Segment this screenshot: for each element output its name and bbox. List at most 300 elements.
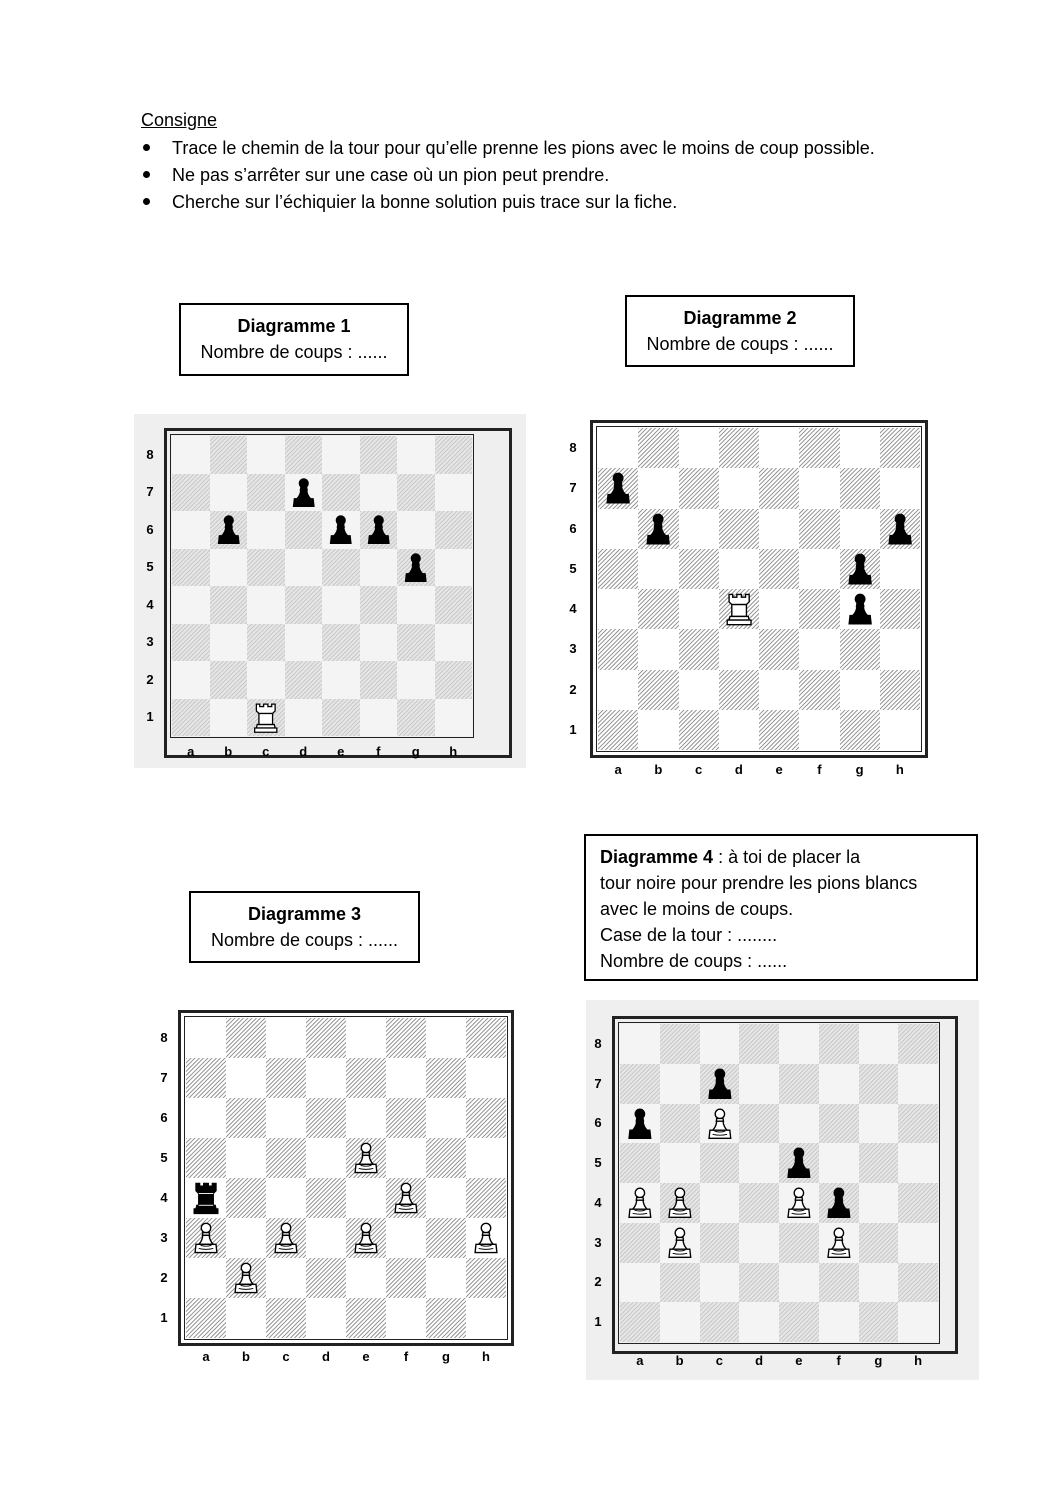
square-h5[interactable] <box>435 549 473 587</box>
square-e6[interactable] <box>322 511 360 549</box>
square-f4[interactable] <box>360 586 398 624</box>
square-a5[interactable] <box>620 1143 660 1183</box>
square-d3[interactable] <box>739 1223 779 1263</box>
square-b2[interactable] <box>660 1263 700 1303</box>
square-a1[interactable] <box>172 699 210 737</box>
square-g8[interactable] <box>426 1018 466 1058</box>
square-c3[interactable] <box>247 624 285 662</box>
diagram4-desc-3: avec le moins de coups. <box>600 899 794 919</box>
square-f1[interactable] <box>360 699 398 737</box>
square-h2[interactable] <box>880 670 920 710</box>
square-g1[interactable] <box>426 1298 466 1338</box>
white-pawn-icon[interactable] <box>346 1218 386 1258</box>
square-d5[interactable] <box>719 549 759 589</box>
square-e7[interactable] <box>779 1064 819 1104</box>
square-b5[interactable] <box>210 549 248 587</box>
black-pawn-icon[interactable] <box>397 549 435 587</box>
square-h1[interactable] <box>435 699 473 737</box>
square-g7[interactable] <box>397 474 435 512</box>
square-a8[interactable] <box>172 436 210 474</box>
square-h6[interactable] <box>880 509 920 549</box>
square-b7[interactable] <box>210 474 248 512</box>
black-pawn-icon[interactable] <box>598 468 638 508</box>
square-g4[interactable] <box>397 586 435 624</box>
square-g7[interactable] <box>840 468 880 508</box>
square-d4[interactable] <box>739 1183 779 1223</box>
white-pawn-icon[interactable] <box>620 1183 660 1223</box>
square-f1[interactable] <box>386 1298 426 1338</box>
square-a6[interactable] <box>620 1104 660 1144</box>
square-g7[interactable] <box>859 1064 899 1104</box>
square-b1[interactable] <box>226 1298 266 1338</box>
square-g4[interactable] <box>859 1183 899 1223</box>
square-d1[interactable] <box>306 1298 346 1338</box>
square-a3[interactable] <box>620 1223 660 1263</box>
square-e5[interactable] <box>346 1138 386 1178</box>
white-pawn-icon[interactable] <box>700 1104 740 1144</box>
square-h7[interactable] <box>435 474 473 512</box>
white-pawn-icon[interactable] <box>779 1183 819 1223</box>
square-f6[interactable] <box>360 511 398 549</box>
square-e5[interactable] <box>322 549 360 587</box>
square-c5[interactable] <box>700 1143 740 1183</box>
square-f6[interactable] <box>386 1098 426 1138</box>
square-b3[interactable] <box>226 1218 266 1258</box>
square-b5[interactable] <box>660 1143 700 1183</box>
square-e4[interactable] <box>322 586 360 624</box>
square-c1[interactable] <box>247 699 285 737</box>
square-g6[interactable] <box>397 511 435 549</box>
square-f4[interactable] <box>819 1183 859 1223</box>
square-e2[interactable] <box>322 661 360 699</box>
square-d7[interactable] <box>719 468 759 508</box>
square-f3[interactable] <box>819 1223 859 1263</box>
square-g8[interactable] <box>840 428 880 468</box>
rank-label: 3 <box>569 641 577 657</box>
square-c8[interactable] <box>679 428 719 468</box>
square-e3[interactable] <box>322 624 360 662</box>
square-g4[interactable] <box>426 1178 466 1218</box>
square-g5[interactable] <box>840 549 880 589</box>
square-b7[interactable] <box>638 468 678 508</box>
square-e8[interactable] <box>759 428 799 468</box>
square-f2[interactable] <box>799 670 839 710</box>
rank-label: 6 <box>146 521 154 537</box>
square-c7[interactable] <box>700 1064 740 1104</box>
square-d2[interactable] <box>306 1258 346 1298</box>
square-h8[interactable] <box>898 1024 938 1064</box>
square-c4[interactable] <box>247 586 285 624</box>
square-d3[interactable] <box>306 1218 346 1258</box>
square-b8[interactable] <box>210 436 248 474</box>
square-g5[interactable] <box>859 1143 899 1183</box>
file-label: f <box>836 1353 841 1368</box>
square-h8[interactable] <box>466 1018 506 1058</box>
square-b2[interactable] <box>210 661 248 699</box>
square-e8[interactable] <box>779 1024 819 1064</box>
square-c6[interactable] <box>700 1104 740 1144</box>
square-c6[interactable] <box>679 509 719 549</box>
square-c7[interactable] <box>679 468 719 508</box>
square-h4[interactable] <box>880 589 920 629</box>
square-a7[interactable] <box>620 1064 660 1104</box>
square-e8[interactable] <box>346 1018 386 1058</box>
file-label: g <box>874 1353 883 1368</box>
square-g2[interactable] <box>426 1258 466 1298</box>
square-a4[interactable] <box>186 1178 226 1218</box>
square-f8[interactable] <box>360 436 398 474</box>
square-b6[interactable] <box>210 511 248 549</box>
white-pawn-icon[interactable] <box>660 1183 700 1223</box>
square-a4[interactable] <box>598 589 638 629</box>
square-b3[interactable] <box>638 629 678 669</box>
square-g1[interactable] <box>840 710 880 750</box>
square-b6[interactable] <box>660 1104 700 1144</box>
square-g6[interactable] <box>426 1098 466 1138</box>
square-f7[interactable] <box>819 1064 859 1104</box>
square-g1[interactable] <box>859 1302 899 1342</box>
square-c1[interactable] <box>700 1302 740 1342</box>
square-d7[interactable] <box>306 1058 346 1098</box>
square-d8[interactable] <box>306 1018 346 1058</box>
rank-label: 8 <box>569 440 577 456</box>
square-a2[interactable] <box>620 1263 660 1303</box>
square-c2[interactable] <box>247 661 285 699</box>
black-pawn-icon[interactable] <box>620 1104 660 1144</box>
black-pawn-icon[interactable] <box>819 1183 859 1223</box>
square-b7[interactable] <box>226 1058 266 1098</box>
square-b4[interactable] <box>660 1183 700 1223</box>
square-f5[interactable] <box>819 1143 859 1183</box>
square-b1[interactable] <box>210 699 248 737</box>
square-b6[interactable] <box>638 509 678 549</box>
square-f1[interactable] <box>799 710 839 750</box>
black-pawn-icon[interactable] <box>360 511 398 549</box>
black-pawn-icon[interactable] <box>322 511 360 549</box>
square-e6[interactable] <box>759 509 799 549</box>
square-a5[interactable] <box>186 1138 226 1178</box>
square-f3[interactable] <box>360 624 398 662</box>
file-label: c <box>282 1349 290 1364</box>
square-c3[interactable] <box>700 1223 740 1263</box>
square-g2[interactable] <box>840 670 880 710</box>
square-h8[interactable] <box>880 428 920 468</box>
square-f8[interactable] <box>386 1018 426 1058</box>
square-e6[interactable] <box>346 1098 386 1138</box>
square-h3[interactable] <box>435 624 473 662</box>
square-c5[interactable] <box>266 1138 306 1178</box>
black-pawn-icon[interactable] <box>840 589 880 629</box>
square-d8[interactable] <box>719 428 759 468</box>
square-d1[interactable] <box>285 699 323 737</box>
square-h5[interactable] <box>898 1143 938 1183</box>
square-h6[interactable] <box>435 511 473 549</box>
square-a6[interactable] <box>186 1098 226 1138</box>
square-f7[interactable] <box>360 474 398 512</box>
square-f2[interactable] <box>386 1258 426 1298</box>
square-a4[interactable] <box>172 586 210 624</box>
square-g1[interactable] <box>397 699 435 737</box>
file-label: e <box>337 744 345 759</box>
square-h7[interactable] <box>898 1064 938 1104</box>
square-e5[interactable] <box>759 549 799 589</box>
square-a4[interactable] <box>620 1183 660 1223</box>
square-f4[interactable] <box>386 1178 426 1218</box>
square-c3[interactable] <box>266 1218 306 1258</box>
square-b5[interactable] <box>638 549 678 589</box>
square-g3[interactable] <box>397 624 435 662</box>
square-d6[interactable] <box>306 1098 346 1138</box>
consigne-title: Consigne <box>141 110 218 130</box>
square-a1[interactable] <box>186 1298 226 1338</box>
square-f3[interactable] <box>799 629 839 669</box>
square-a6[interactable] <box>172 511 210 549</box>
white-rook-icon[interactable] <box>247 699 285 737</box>
square-e1[interactable] <box>322 699 360 737</box>
square-a6[interactable] <box>598 509 638 549</box>
square-a5[interactable] <box>598 549 638 589</box>
square-f8[interactable] <box>799 428 839 468</box>
square-e2[interactable] <box>779 1263 819 1303</box>
black-rook-icon[interactable] <box>186 1178 226 1218</box>
square-b2[interactable] <box>638 670 678 710</box>
square-a3[interactable] <box>598 629 638 669</box>
square-d1[interactable] <box>739 1302 779 1342</box>
square-h5[interactable] <box>880 549 920 589</box>
square-h2[interactable] <box>435 661 473 699</box>
square-a8[interactable] <box>598 428 638 468</box>
square-g5[interactable] <box>397 549 435 587</box>
square-b8[interactable] <box>660 1024 700 1064</box>
square-b8[interactable] <box>226 1018 266 1058</box>
square-a8[interactable] <box>186 1018 226 1058</box>
white-pawn-icon[interactable] <box>186 1218 226 1258</box>
white-pawn-icon[interactable] <box>466 1218 506 1258</box>
square-d6[interactable] <box>739 1104 779 1144</box>
square-e2[interactable] <box>759 670 799 710</box>
square-f7[interactable] <box>386 1058 426 1098</box>
black-pawn-icon[interactable] <box>840 549 880 589</box>
file-label: a <box>614 762 622 777</box>
square-h7[interactable] <box>880 468 920 508</box>
square-e4[interactable] <box>759 589 799 629</box>
square-f2[interactable] <box>819 1263 859 1303</box>
square-b3[interactable] <box>660 1223 700 1263</box>
square-d2[interactable] <box>739 1263 779 1303</box>
square-d7[interactable] <box>739 1064 779 1104</box>
square-f6[interactable] <box>819 1104 859 1144</box>
square-g3[interactable] <box>840 629 880 669</box>
square-e5[interactable] <box>779 1143 819 1183</box>
white-pawn-icon[interactable] <box>386 1178 426 1218</box>
square-c2[interactable] <box>266 1258 306 1298</box>
square-f4[interactable] <box>799 589 839 629</box>
square-c8[interactable] <box>700 1024 740 1064</box>
square-e7[interactable] <box>346 1058 386 1098</box>
square-a1[interactable] <box>598 710 638 750</box>
square-e6[interactable] <box>779 1104 819 1144</box>
square-a1[interactable] <box>620 1302 660 1342</box>
square-c2[interactable] <box>700 1263 740 1303</box>
square-c1[interactable] <box>679 710 719 750</box>
square-d4[interactable] <box>719 589 759 629</box>
square-b4[interactable] <box>210 586 248 624</box>
square-a2[interactable] <box>172 661 210 699</box>
square-f7[interactable] <box>799 468 839 508</box>
bullet-icon <box>143 198 150 205</box>
black-pawn-icon[interactable] <box>779 1143 819 1183</box>
square-e4[interactable] <box>346 1178 386 1218</box>
square-e3[interactable] <box>779 1223 819 1263</box>
square-g3[interactable] <box>426 1218 466 1258</box>
square-h2[interactable] <box>466 1258 506 1298</box>
square-d5[interactable] <box>285 549 323 587</box>
square-g6[interactable] <box>840 509 880 549</box>
black-pawn-icon[interactable] <box>285 474 323 512</box>
square-h3[interactable] <box>898 1223 938 1263</box>
square-h4[interactable] <box>435 586 473 624</box>
square-d6[interactable] <box>285 511 323 549</box>
square-f5[interactable] <box>386 1138 426 1178</box>
square-d8[interactable] <box>739 1024 779 1064</box>
square-d5[interactable] <box>739 1143 779 1183</box>
square-d6[interactable] <box>719 509 759 549</box>
square-c1[interactable] <box>266 1298 306 1338</box>
square-d1[interactable] <box>719 710 759 750</box>
square-f3[interactable] <box>386 1218 426 1258</box>
square-h8[interactable] <box>435 436 473 474</box>
square-b2[interactable] <box>226 1258 266 1298</box>
square-h1[interactable] <box>880 710 920 750</box>
square-h2[interactable] <box>898 1263 938 1303</box>
square-a7[interactable] <box>598 468 638 508</box>
square-g6[interactable] <box>859 1104 899 1144</box>
white-pawn-icon[interactable] <box>660 1223 700 1263</box>
square-e3[interactable] <box>759 629 799 669</box>
square-c5[interactable] <box>679 549 719 589</box>
white-pawn-icon[interactable] <box>266 1218 306 1258</box>
square-c6[interactable] <box>266 1098 306 1138</box>
square-e7[interactable] <box>322 474 360 512</box>
square-b4[interactable] <box>638 589 678 629</box>
square-e8[interactable] <box>322 436 360 474</box>
square-g4[interactable] <box>840 589 880 629</box>
square-d4[interactable] <box>285 586 323 624</box>
square-e4[interactable] <box>779 1183 819 1223</box>
file-label: c <box>695 762 703 777</box>
square-g2[interactable] <box>397 661 435 699</box>
square-e2[interactable] <box>346 1258 386 1298</box>
square-f1[interactable] <box>819 1302 859 1342</box>
white-rook-icon[interactable] <box>719 589 759 629</box>
square-g5[interactable] <box>426 1138 466 1178</box>
square-f6[interactable] <box>799 509 839 549</box>
square-a2[interactable] <box>598 670 638 710</box>
square-c4[interactable] <box>700 1183 740 1223</box>
square-h3[interactable] <box>466 1218 506 1258</box>
square-c7[interactable] <box>266 1058 306 1098</box>
white-pawn-icon[interactable] <box>346 1138 386 1178</box>
square-a2[interactable] <box>186 1258 226 1298</box>
square-c3[interactable] <box>679 629 719 669</box>
square-d5[interactable] <box>306 1138 346 1178</box>
square-b4[interactable] <box>226 1178 266 1218</box>
square-f2[interactable] <box>360 661 398 699</box>
square-h6[interactable] <box>898 1104 938 1144</box>
square-c8[interactable] <box>247 436 285 474</box>
square-b3[interactable] <box>210 624 248 662</box>
square-a3[interactable] <box>186 1218 226 1258</box>
square-g8[interactable] <box>859 1024 899 1064</box>
chessboard-diagram-2 <box>560 416 940 786</box>
square-e3[interactable] <box>346 1218 386 1258</box>
square-c4[interactable] <box>266 1178 306 1218</box>
black-pawn-icon[interactable] <box>210 511 248 549</box>
square-b8[interactable] <box>638 428 678 468</box>
black-pawn-icon[interactable] <box>638 509 678 549</box>
square-c4[interactable] <box>679 589 719 629</box>
square-d4[interactable] <box>306 1178 346 1218</box>
black-pawn-icon[interactable] <box>880 509 920 549</box>
white-pawn-icon[interactable] <box>226 1258 266 1298</box>
square-a3[interactable] <box>172 624 210 662</box>
square-h7[interactable] <box>466 1058 506 1098</box>
white-pawn-icon[interactable] <box>819 1223 859 1263</box>
square-d8[interactable] <box>285 436 323 474</box>
square-c8[interactable] <box>266 1018 306 1058</box>
square-c7[interactable] <box>247 474 285 512</box>
square-h4[interactable] <box>466 1178 506 1218</box>
square-h6[interactable] <box>466 1098 506 1138</box>
square-f5[interactable] <box>799 549 839 589</box>
square-g8[interactable] <box>397 436 435 474</box>
square-g7[interactable] <box>426 1058 466 1098</box>
square-a5[interactable] <box>172 549 210 587</box>
square-a8[interactable] <box>620 1024 660 1064</box>
square-e1[interactable] <box>779 1302 819 1342</box>
square-f8[interactable] <box>819 1024 859 1064</box>
square-a7[interactable] <box>186 1058 226 1098</box>
square-d7[interactable] <box>285 474 323 512</box>
square-e1[interactable] <box>346 1298 386 1338</box>
square-h4[interactable] <box>898 1183 938 1223</box>
square-d3[interactable] <box>719 629 759 669</box>
square-b1[interactable] <box>660 1302 700 1342</box>
square-g3[interactable] <box>859 1223 899 1263</box>
square-b1[interactable] <box>638 710 678 750</box>
square-d2[interactable] <box>285 661 323 699</box>
square-d2[interactable] <box>719 670 759 710</box>
square-b7[interactable] <box>660 1064 700 1104</box>
diagram3-title: Diagramme 3 <box>247 904 362 924</box>
square-b5[interactable] <box>226 1138 266 1178</box>
square-c6[interactable] <box>247 511 285 549</box>
square-e7[interactable] <box>759 468 799 508</box>
square-d3[interactable] <box>285 624 323 662</box>
square-c5[interactable] <box>247 549 285 587</box>
square-h1[interactable] <box>898 1302 938 1342</box>
black-pawn-icon[interactable] <box>700 1064 740 1104</box>
square-a7[interactable] <box>172 474 210 512</box>
square-e1[interactable] <box>759 710 799 750</box>
square-h1[interactable] <box>466 1298 506 1338</box>
square-h5[interactable] <box>466 1138 506 1178</box>
square-g2[interactable] <box>859 1263 899 1303</box>
square-b6[interactable] <box>226 1098 266 1138</box>
square-f5[interactable] <box>360 549 398 587</box>
square-c2[interactable] <box>679 670 719 710</box>
square-h3[interactable] <box>880 629 920 669</box>
